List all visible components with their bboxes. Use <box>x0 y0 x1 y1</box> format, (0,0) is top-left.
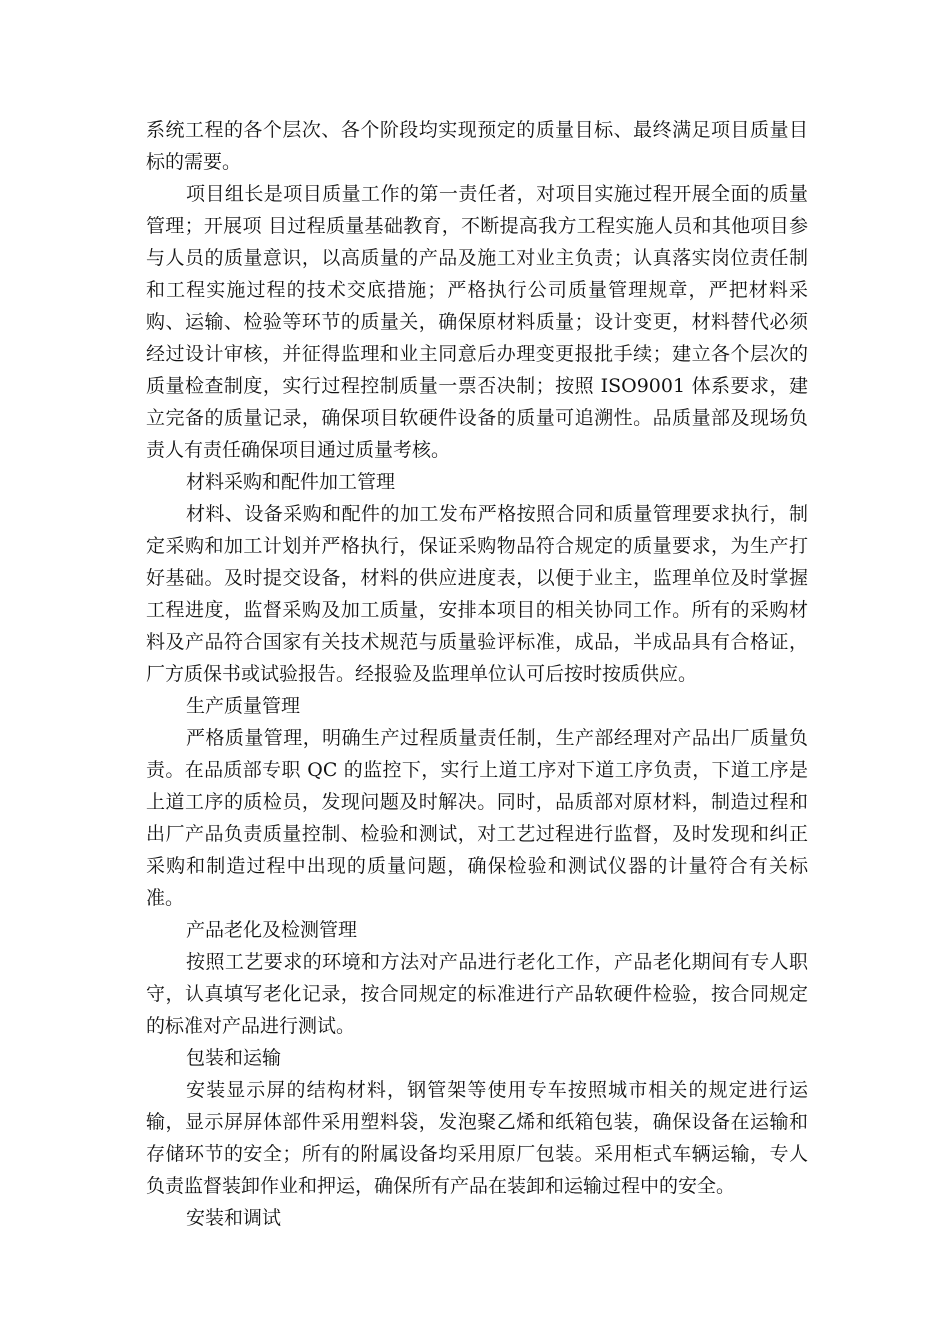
section-heading-procurement: 材料采购和配件加工管理 <box>186 471 396 493</box>
document-body <box>146 114 808 1234</box>
paragraph-intro: 系统工程的各个层次、各个阶段均实现预定的质量目标、最终满足项目质量目标的需要。 <box>146 119 808 173</box>
paragraph-packaging: 安装显示屏的结构材料，钢管架等使用专车按照城市相关的规定进行运输，显示屏屏体部件采用塑料袋，发泡聚乙烯和纸箱包装，确保设备在运输和存储环节的安全；所有的附属设备均采用原厂包装。采用柜式车辆运输，专人负责监督装卸作业和押运，确保所有产品在装卸和运输过程中的安全。 <box>146 1079 808 1197</box>
section-heading-production: 生产质量管理 <box>186 695 301 717</box>
paragraph-aging-testing: 按照工艺要求的环境和方法对产品进行老化工作，产品老化期间有专人职守，认真填写老化记录，按合同规定的标准进行产品软硬件检验，按合同规定的标准对产品进行测试。 <box>146 951 808 1037</box>
paragraph-procurement: 材料、设备采购和配件的加工发布严格按照合同和质量管理要求执行，制定采购和加工计划并严格执行，保证采购物品符合规定的质量要求，为生产打好基础。及时提交设备，材料的供应进度表，以便于业主，监理单位及时掌握工程进度，监督采购及加工质量，安排本项目的相关协同工作。所有的采购材料及产品符合国家有关技术规范与质量验评标准，成品，半成品具有合格证，厂方质保书或试验报告。经报验及监理单位认可后按时按质供应。 <box>146 503 808 685</box>
paragraph-production: 严格质量管理，明确生产过程质量责任制，生产部经理对产品出厂质量负责。在品质部专职 QC 的监控下，实行上道工序对下道工序负责，下道工序是上道工序的质检员，发现问题及时解决。同时，品质部对原材料，制造过程和出厂产品负责质量控制、检验和测试，对工艺过程进行监督，及时发现和纠正采购和制造过程中出现的质量问题，确保检验和测试仪器的计量符合有关标准。 <box>146 727 808 909</box>
section-heading-packaging: 包装和运输 <box>186 1047 282 1069</box>
section-heading-installation: 安装和调试 <box>186 1207 282 1229</box>
paragraph-project-leader: 项目组长是项目质量工作的第一责任者，对项目实施过程开展全面的质量管理；开展项 目过程质量基础教育，不断提高我方工程实施人员和其他项目参与人员的质量意识，以高质量的产品及施工对业主负责；认真落实岗位责任制和工程实施过程的技术交底措施；严格执行公司质量管理规章，严把材料采购、运输、检验等环节的质量关，确保原材料质量；设计变更，材料替代必须经过设计审核，并征得监理和业主同意后办理变更报批手续；建立各个层次的质量检查制度，实行过程控制质量一票否决制；按照 ISO9001 体系要求，建立完备的质量记录，确保项目软硬件设备的质量可追溯性。品质量部及现场负责人有责任确保项目通过质量考核。 <box>146 183 808 461</box>
section-heading-aging-testing: 产品老化及检测管理 <box>186 919 358 941</box>
